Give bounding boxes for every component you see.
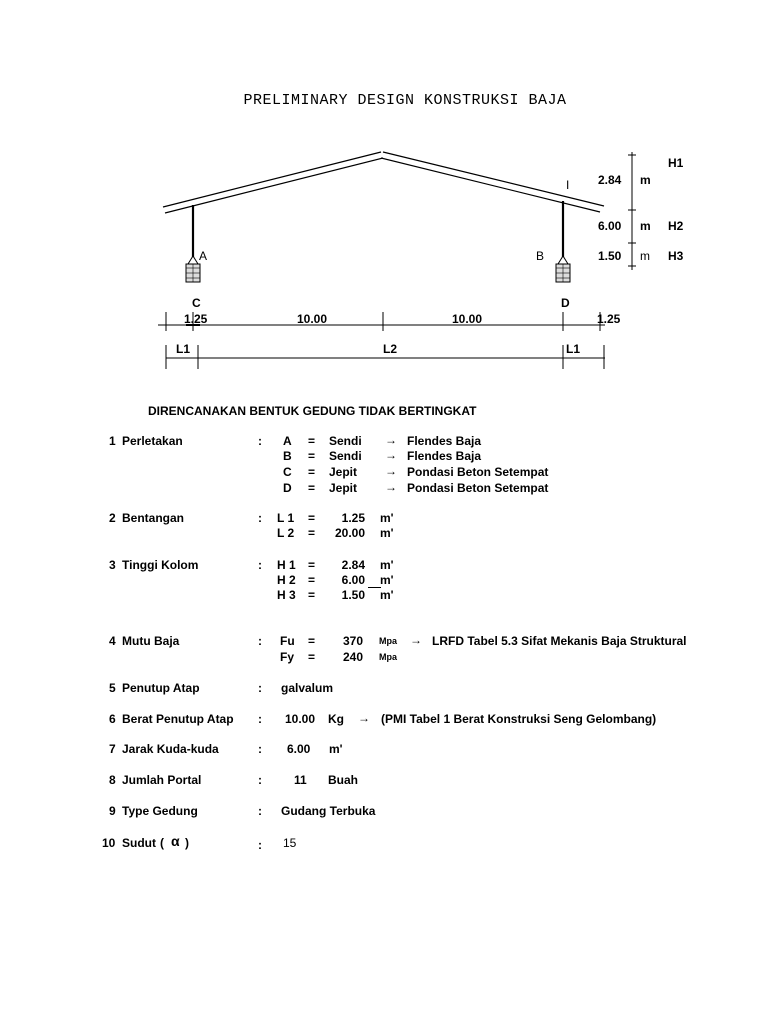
- item-value: 10.00: [285, 712, 316, 726]
- row-unit: m': [380, 558, 394, 572]
- dim-l1-left: 1.25: [184, 312, 208, 326]
- item-colon: :: [258, 434, 262, 448]
- item-value: 6.00: [287, 742, 311, 756]
- row-unit: m': [380, 573, 394, 587]
- item-colon: :: [258, 773, 262, 787]
- row-key: H 3: [277, 588, 296, 602]
- dim-label-l1-right: L1: [566, 342, 581, 356]
- row-eq: =: [308, 573, 316, 587]
- row-key: L 1: [277, 511, 295, 525]
- row-value: 6.00: [341, 573, 365, 587]
- item-label: Sudut: [122, 836, 156, 850]
- row-desc: Pondasi Beton Setempat: [407, 465, 549, 479]
- item-number: 3: [109, 558, 116, 572]
- row-value: Jepit: [329, 481, 358, 495]
- row-desc: Flendes Baja: [407, 449, 482, 463]
- row-desc: Pondasi Beton Setempat: [407, 481, 549, 495]
- row-eq: =: [308, 481, 316, 495]
- unit-m-3: m: [640, 249, 650, 263]
- alpha-symbol: α: [171, 833, 180, 849]
- row-value: 1.25: [341, 511, 365, 525]
- item-label: Jumlah Portal: [122, 773, 202, 787]
- row-eq: =: [308, 526, 316, 540]
- dim-span-right: 10.00: [452, 312, 483, 326]
- row-key: C: [283, 465, 292, 479]
- item-label: Jarak Kuda-kuda: [122, 742, 219, 756]
- arrow-icon: →: [385, 448, 397, 462]
- label-c: C: [192, 296, 201, 310]
- row-key: H 1: [277, 558, 296, 572]
- label-a: A: [199, 249, 208, 263]
- label-h2: H2: [668, 219, 684, 233]
- unit-m-2: m: [640, 219, 651, 233]
- item-unit: Buah: [328, 773, 358, 787]
- section-heading: DIRENCANAKAN BENTUK GEDUNG TIDAK BERTINGKAT: [148, 404, 477, 418]
- item-value: Gudang Terbuka: [281, 804, 376, 818]
- item-value: galvalum: [281, 681, 334, 695]
- portal-frame-diagram: [0, 0, 768, 400]
- dim-label-l2: L2: [383, 342, 398, 356]
- columns: [193, 201, 563, 258]
- span-dimension-1: [158, 312, 605, 331]
- row-eq: =: [308, 634, 316, 648]
- row-eq: =: [308, 434, 316, 448]
- item-label: Bentangan: [122, 511, 185, 525]
- row-eq: =: [308, 588, 316, 602]
- arrow-icon: →: [410, 633, 422, 647]
- arrow-icon: →: [385, 480, 397, 494]
- row-value: Jepit: [329, 465, 358, 479]
- value-h2: 6.00: [598, 219, 622, 233]
- item-unit: Kg: [328, 712, 344, 726]
- row-unit: m': [380, 526, 394, 540]
- arrow-icon: →: [385, 464, 397, 478]
- row-value: 370: [342, 634, 363, 648]
- item-colon: :: [258, 804, 262, 818]
- row-value: 240: [342, 650, 363, 664]
- row-key: D: [283, 481, 292, 495]
- paren-open: (: [160, 836, 164, 850]
- label-i: I: [566, 178, 570, 192]
- item-label: Type Gedung: [122, 804, 198, 818]
- row-eq: =: [308, 465, 316, 479]
- support-a-icon: [186, 256, 200, 282]
- label-d: D: [561, 296, 570, 310]
- dim-label-l1-left: L1: [176, 342, 191, 356]
- dim-l1-right: 1.25: [597, 312, 621, 326]
- roof: [163, 152, 604, 213]
- item-label: Perletakan: [122, 434, 183, 448]
- item-colon: :: [258, 838, 262, 852]
- row-eq: =: [308, 558, 316, 572]
- label-b: B: [536, 249, 545, 263]
- row-value: 1.50: [341, 588, 365, 602]
- item-colon: :: [258, 681, 262, 695]
- item-number: 8: [109, 773, 116, 787]
- underline-mark: [368, 587, 381, 588]
- item-number: 10: [102, 836, 116, 850]
- row-key: Fy: [280, 650, 295, 664]
- row-value: 2.84: [341, 558, 365, 572]
- item-number: 9: [109, 804, 116, 818]
- item-colon: :: [258, 558, 262, 572]
- row-unit: Mpa: [379, 636, 397, 646]
- arrow-icon: →: [385, 433, 397, 447]
- value-h3: 1.50: [598, 249, 622, 263]
- item-label: Mutu Baja: [122, 634, 180, 648]
- arrow-icon: →: [358, 711, 370, 725]
- support-b-icon: [556, 256, 570, 282]
- unit-m-1: m: [640, 173, 651, 187]
- item-colon: :: [258, 742, 262, 756]
- row-desc: Flendes Baja: [407, 434, 482, 448]
- label-h3: H3: [668, 249, 684, 263]
- row-key: Fu: [280, 634, 295, 648]
- row-desc: LRFD Tabel 5.3 Sifat Mekanis Baja Struktural: [432, 634, 687, 648]
- item-colon: :: [258, 634, 262, 648]
- item-desc: (PMI Tabel 1 Berat Konstruksi Seng Gelombang): [381, 712, 657, 726]
- item-value: 11: [294, 773, 307, 787]
- row-eq: =: [308, 650, 316, 664]
- row-key: A: [283, 434, 292, 448]
- row-value: Sendi: [329, 449, 362, 463]
- row-value: 20.00: [334, 526, 365, 540]
- row-key: B: [283, 449, 292, 463]
- row-eq: =: [308, 511, 316, 525]
- row-unit: m': [380, 588, 394, 602]
- item-unit: m': [329, 742, 343, 756]
- dim-span-left: 10.00: [297, 312, 328, 326]
- value-h1: 2.84: [598, 173, 622, 187]
- item-number: 6: [109, 712, 116, 726]
- item-number: 4: [109, 634, 116, 648]
- item-number: 5: [109, 681, 116, 695]
- page-title: PRELIMINARY DESIGN KONSTRUKSI BAJA: [243, 92, 567, 109]
- item-label: Berat Penutup Atap: [122, 712, 234, 726]
- item-label: Penutup Atap: [122, 681, 200, 695]
- height-dimension: [628, 152, 636, 270]
- row-key: L 2: [277, 526, 295, 540]
- item-value: 15: [283, 836, 297, 850]
- row-eq: =: [308, 449, 316, 463]
- row-unit: Mpa: [379, 652, 397, 662]
- paren-close: ): [185, 836, 189, 850]
- row-unit: m': [380, 511, 394, 525]
- item-number: 1: [109, 434, 116, 448]
- label-h1: H1: [668, 156, 684, 170]
- row-value: Sendi: [329, 434, 362, 448]
- item-label: Tinggi Kolom: [122, 558, 199, 572]
- item-number: 2: [109, 511, 116, 525]
- item-colon: :: [258, 511, 262, 525]
- item-number: 7: [109, 742, 116, 756]
- row-key: H 2: [277, 573, 296, 587]
- item-colon: :: [258, 712, 262, 726]
